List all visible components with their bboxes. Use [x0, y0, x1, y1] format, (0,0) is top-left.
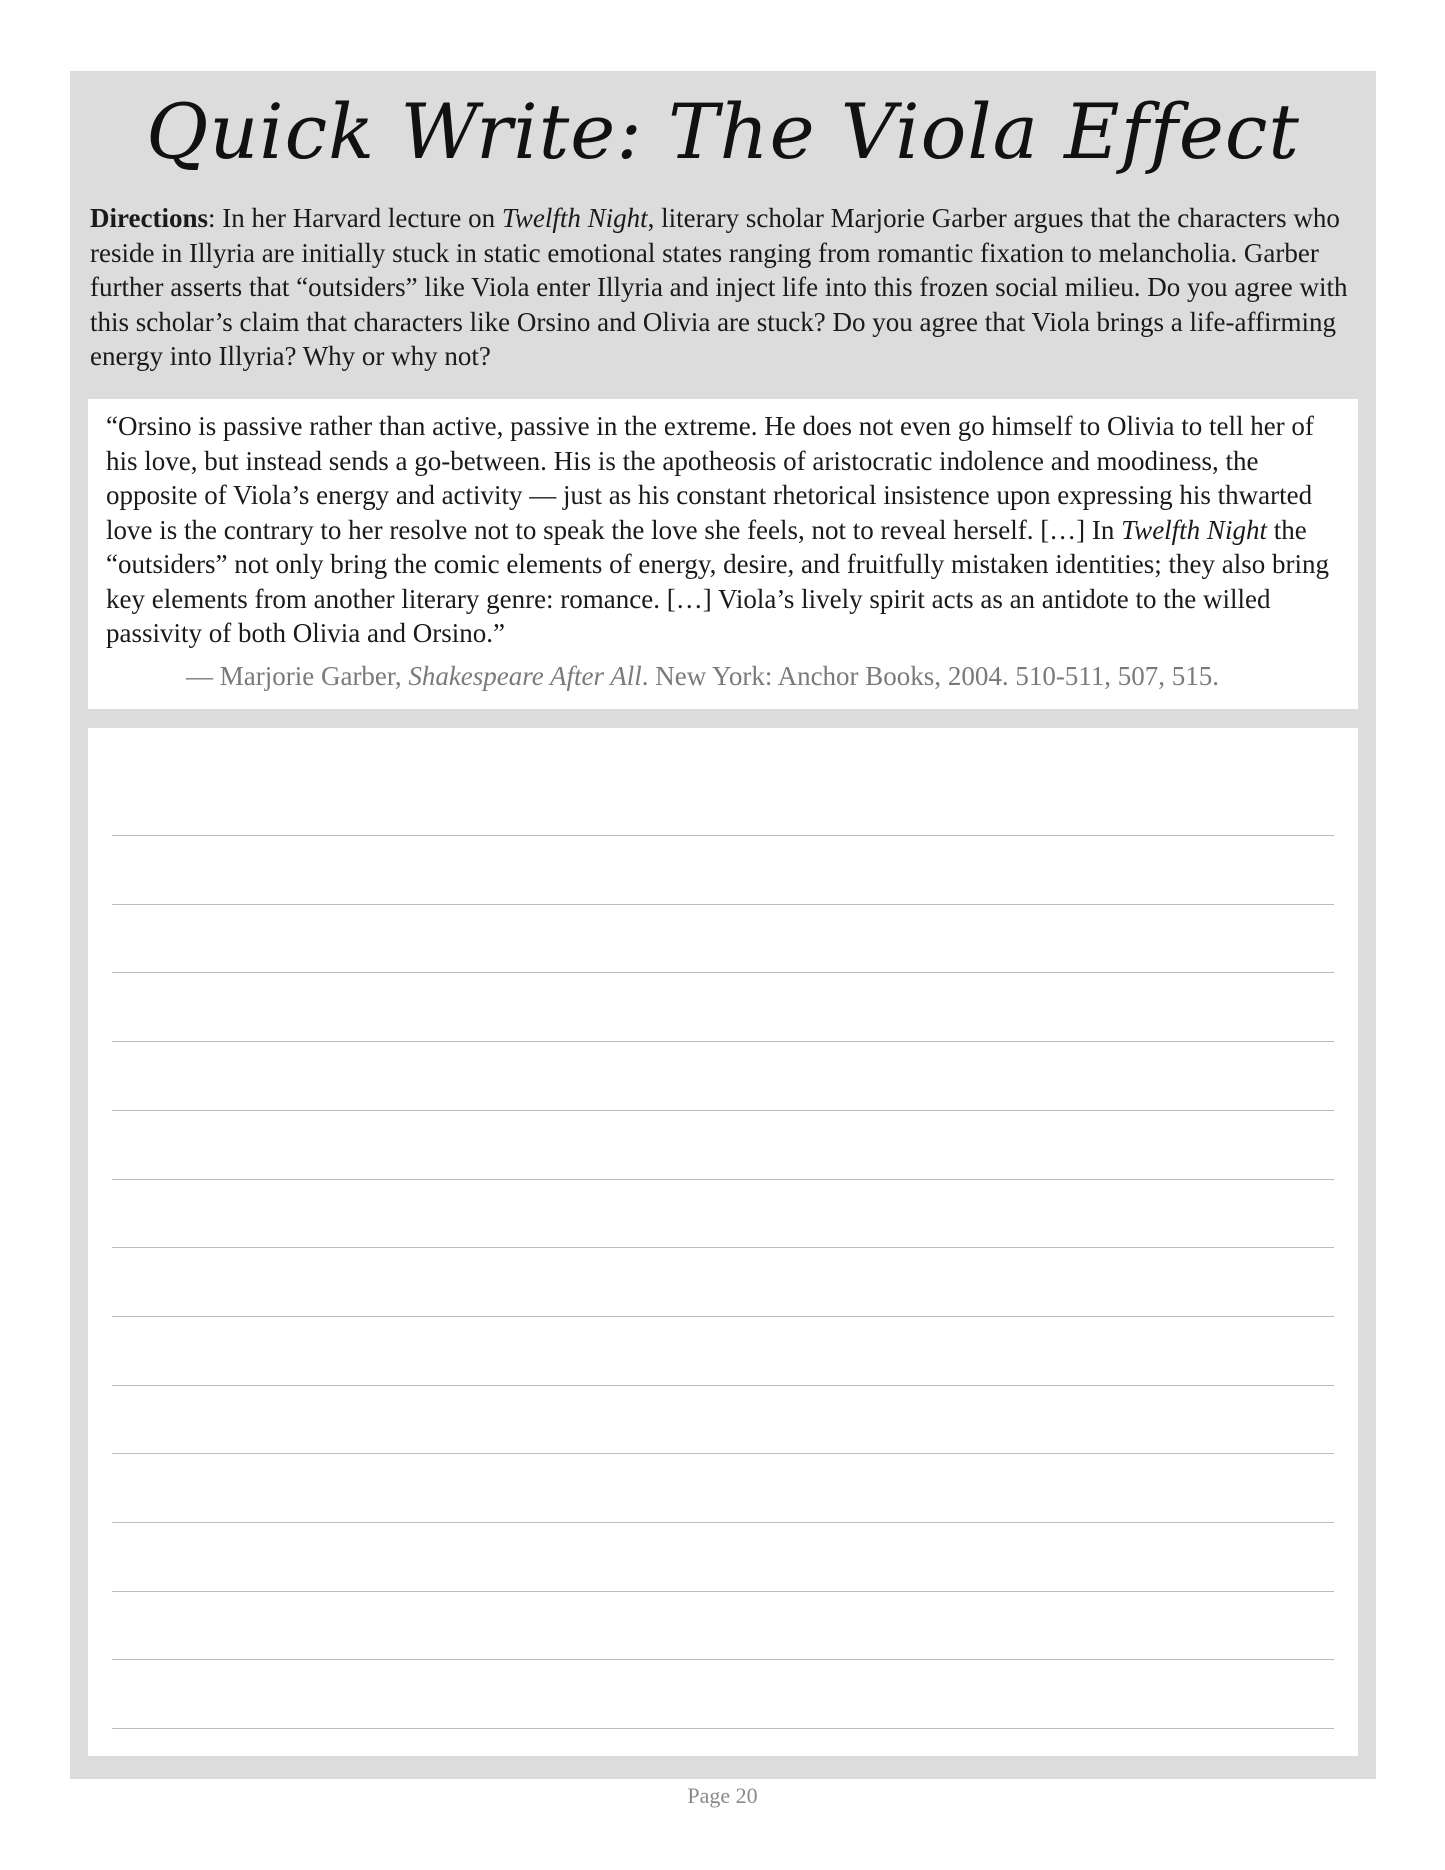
directions-text-2: , literary scholar Marjorie Garber argues that the characters who reside in Illyria are initially stuck in static emotional states ranging from romantic fixation to melancholia. Garber further asserts that “outsiders” like Viola enter Illyria and inject life into this frozen social milieu. Do you agree with this scholar’s claim that characters like Orsino and Olivia are stuck? Do you agree that Viola brings a life-affirming energy into Illyria? Why or why not?	[90, 203, 1348, 371]
writing-line[interactable]	[112, 1591, 1334, 1592]
quote-work-title: Twelfth Night	[1121, 514, 1267, 545]
writing-line[interactable]	[112, 1522, 1334, 1523]
writing-area[interactable]	[88, 728, 1358, 1756]
directions-separator: :	[207, 203, 223, 233]
writing-line[interactable]	[112, 1385, 1334, 1386]
writing-line[interactable]	[112, 1247, 1334, 1248]
writing-line[interactable]	[112, 1453, 1334, 1454]
writing-line[interactable]	[112, 972, 1334, 973]
quote-box	[88, 399, 1358, 709]
writing-line[interactable]	[112, 1179, 1334, 1180]
writing-line[interactable]	[112, 1316, 1334, 1317]
page-title: Quick Write: The Viola Effect	[146, 87, 1300, 176]
quote-text-1: “Orsino is passive rather than active, passive in the extreme. He does not even go himself to Olivia to tell her of his love, but instead sends a go-between. His is the apotheosis of aristocratic indolence and moodiness, the opposite of Viola’s energy and activity — just as his constant rhetorical insistence upon expressing his thwarted love is the contrary to her resolve not to speak the love she feels, not to reveal herself. […] In	[106, 411, 1314, 545]
page-number: Page 20	[687, 1783, 758, 1808]
citation-suffix: . New York: Anchor Books, 2004. 510-511, 507, 515.	[641, 661, 1220, 691]
writing-line[interactable]	[112, 1728, 1334, 1729]
writing-line[interactable]	[112, 1110, 1334, 1111]
citation-book-title: Shakespeare After All	[408, 661, 642, 691]
writing-line[interactable]	[112, 1659, 1334, 1660]
directions-label: Directions	[90, 203, 208, 233]
directions-paragraph	[90, 201, 1370, 374]
quote-text-2: the “outsiders” not only bring the comic elements of energy, desire, and fruitfully mistaken identities; they also bring key elements from another literary genre: romance. […] Viola’s lively spirit acts as an antidote to the willed passivity of both Olivia and Orsino.”	[106, 514, 1329, 648]
citation	[186, 659, 1356, 693]
writing-line[interactable]	[112, 904, 1334, 905]
directions-work-title: Twelfth Night	[501, 203, 648, 233]
directions-text-1: In her Harvard lecture on	[222, 203, 502, 233]
writing-line[interactable]	[112, 835, 1334, 836]
citation-prefix: — Marjorie Garber,	[186, 661, 409, 691]
writing-line[interactable]	[112, 1041, 1334, 1042]
worksheet-frame	[70, 71, 1376, 1779]
quote-text	[106, 409, 1346, 651]
